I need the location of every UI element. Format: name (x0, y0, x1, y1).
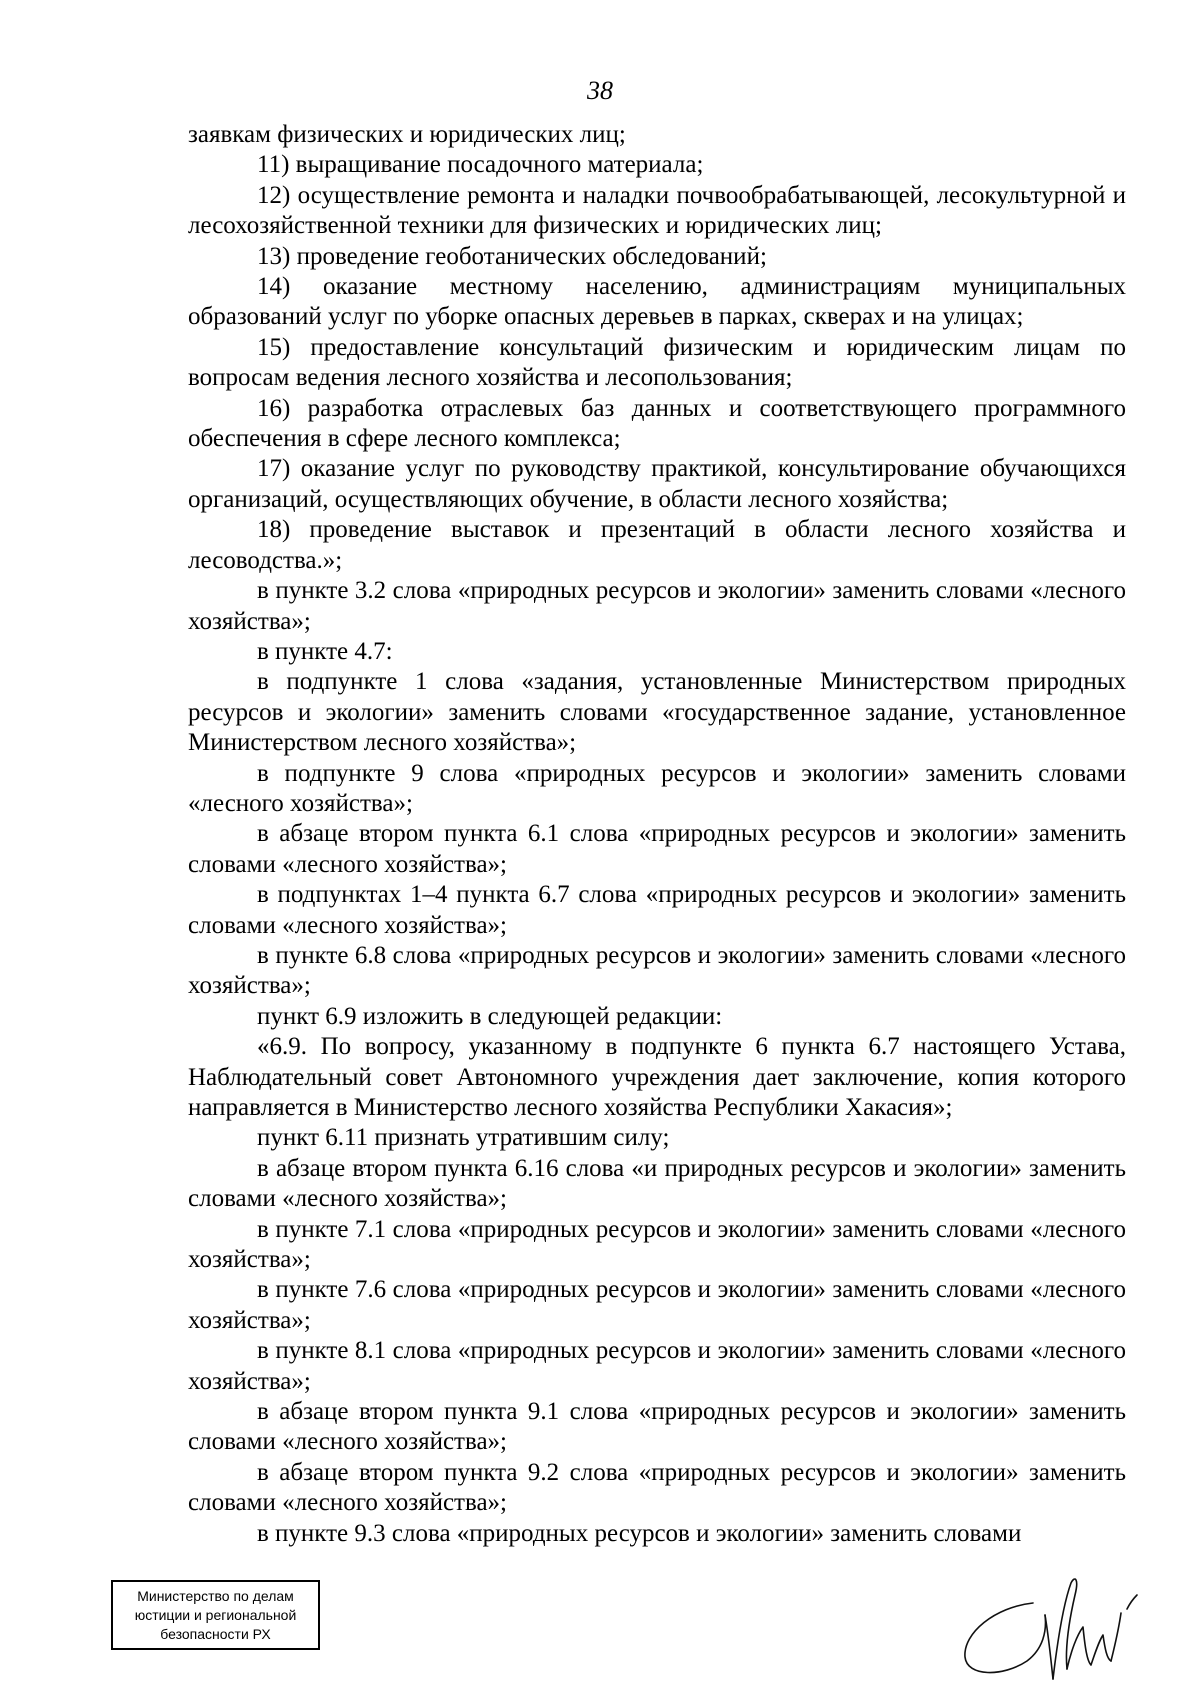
text-paragraph: в пункте 7.1 слова «природных ресурсов и экологии» заменить словами «лесного хозяйства»; (188, 1215, 1126, 1274)
text-paragraph: 15) предоставление консультаций физическим и юридическим лицам по вопросам ведения лесного хозяйства и лесопользования; (188, 333, 1126, 392)
text-paragraph: в пункте 9.3 слова «природных ресурсов и экологии» заменить словами (257, 1519, 1022, 1547)
text-paragraph: в пункте 3.2 слова «природных ресурсов и экологии» заменить словами «лесного хозяйства»; (188, 577, 1126, 635)
text-paragraph: 18) проведение выставок и презентаций в области лесного хозяйства и лесоводства.»; (188, 516, 1126, 574)
text-paragraph: в подпункте 9 слова «природных ресурсов и экологии» заменить словами «лесного хозяйства»; (188, 759, 1126, 817)
text-paragraph: «6.9. По вопросу, указанному в подпункте 6 пункта 6.7 настоящего Устава, Наблюдательный совет Автономного учреждения дает заключение, копия которого направляется в Министерство лесного хозяйства Республики Хакасия»; (188, 1033, 1126, 1121)
text-paragraph: 13) проведение геоботанических обследований; (257, 242, 767, 270)
text-paragraph: 16) разработка отраслевых баз данных и соответствующего программного обеспечения в сфере лесного комплекса; (188, 394, 1126, 453)
text-paragraph: заявкам физических и юридических лиц; (188, 121, 626, 148)
text-paragraph: 17) оказание услуг по руководству практикой, консультирование обучающихся организаций, осуществляющих обучение, в области лесного хозяйства; (188, 455, 1126, 513)
text-paragraph: в абзаце втором пункта 9.1 слова «природных ресурсов и экологии» заменить словами «лесного хозяйства»; (188, 1398, 1126, 1456)
text-paragraph: в абзаце втором пункта 6.1 слова «природных ресурсов и экологии» заменить словами «лесного хозяйства»; (188, 820, 1126, 878)
handwritten-signature (955, 1565, 1140, 1685)
ministry-stamp (111, 1580, 320, 1650)
text-paragraph: в пункте 6.8 слова «природных ресурсов и экологии» заменить словами «лесного хозяйства»; (188, 941, 1126, 1000)
stamp-line: безопасности РХ (160, 1625, 271, 1642)
text-paragraph: 11) выращивание посадочного материала; (257, 151, 704, 179)
text-paragraph: пункт 6.11 признать утратившим силу; (257, 1124, 670, 1152)
page-number: 38 (587, 76, 613, 105)
document-body (188, 120, 1126, 1549)
text-paragraph: в пункте 8.1 слова «природных ресурсов и экологии» заменить словами «лесного хозяйства»; (188, 1337, 1126, 1395)
text-paragraph: в пункте 7.6 слова «природных ресурсов и экологии» заменить словами «лесного хозяйства»; (188, 1276, 1126, 1334)
stamp-line: юстиции и региональной (134, 1606, 297, 1623)
text-paragraph: 12) осуществление ремонта и наладки почвообрабатывающей, лесокультурной и лесохозяйственной техники для физических и юридических лиц; (188, 181, 1126, 240)
text-paragraph: в подпунктах 1–4 пункта 6.7 слова «природных ресурсов и экологии» заменить словами «лесного хозяйства»; (188, 881, 1126, 939)
text-paragraph: 14) оказание местному населению, администрациям муниципальных образований услуг по уборке опасных деревьев в парках, скверах и на улицах; (188, 273, 1126, 331)
text-paragraph: в пункте 4.7: (257, 637, 393, 665)
text-paragraph: в абзаце втором пункта 6.16 слова «и природных ресурсов и экологии» заменить словами «лесного хозяйства»; (188, 1154, 1126, 1213)
text-paragraph: в абзаце втором пункта 9.2 слова «природных ресурсов и экологии» заменить словами «лесного хозяйства»; (188, 1458, 1126, 1517)
text-paragraph: в подпункте 1 слова «задания, установленные Министерством природных ресурсов и экологии» заменить словами «государственное задание, установленное Министерством лесного хозяйства»; (188, 668, 1126, 757)
text-paragraph: пункт 6.9 изложить в следующей редакции: (257, 1002, 723, 1030)
stamp-line: Министерство по делам (137, 1587, 294, 1604)
